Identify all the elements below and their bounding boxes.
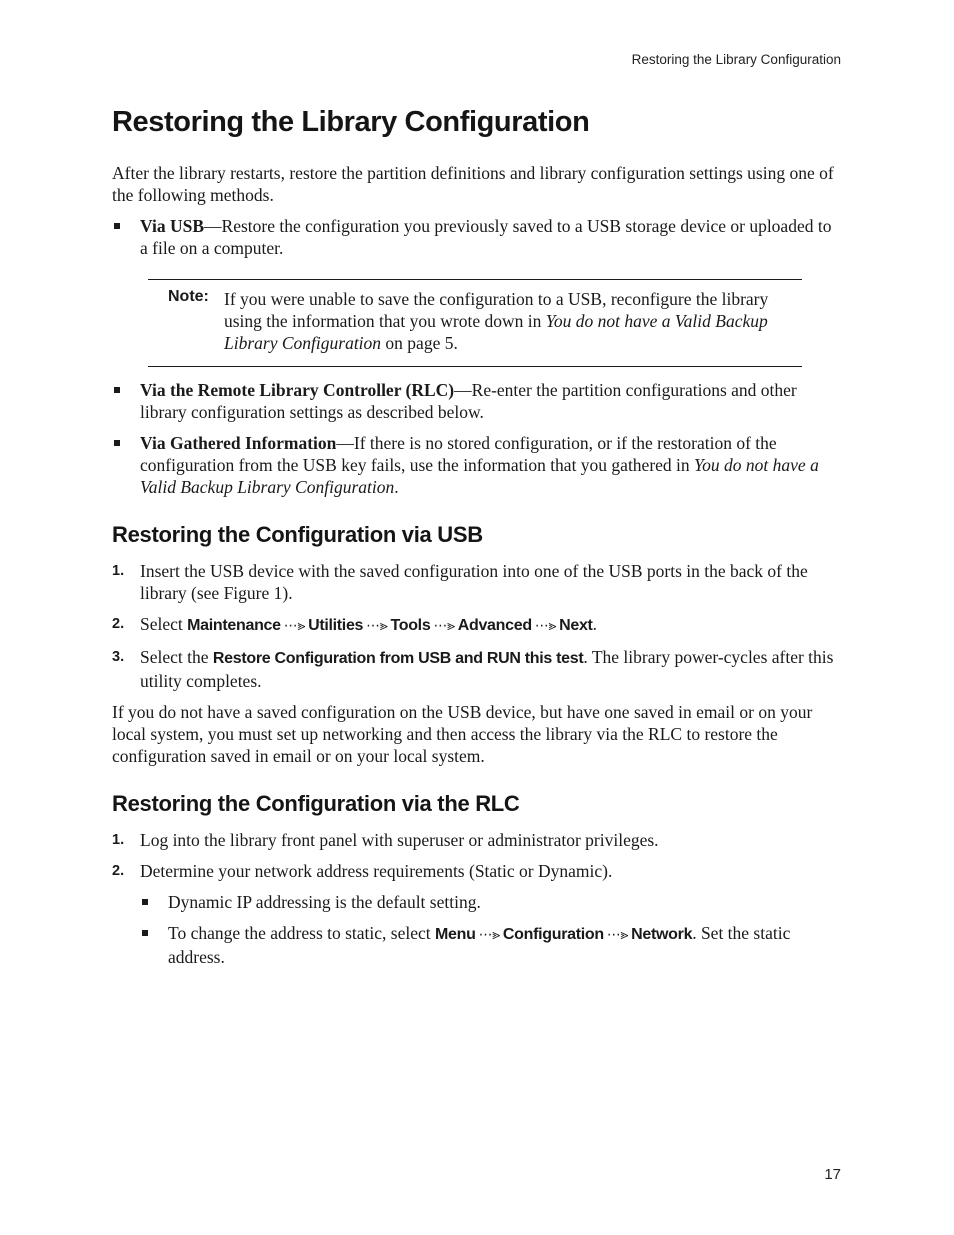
section-heading-usb: Restoring the Configuration via USB: [112, 522, 483, 547]
step-number: 3.: [112, 649, 125, 665]
menu-maintenance: Maintenance: [187, 617, 281, 634]
list-item: [140, 922, 840, 968]
menu-next: Next: [559, 617, 593, 634]
list-item: [140, 891, 840, 913]
note-box: [148, 279, 802, 367]
usb-steps: [112, 560, 840, 692]
rlc-steps: [112, 829, 840, 882]
dotted-arrow-icon: ⋯⪢: [283, 618, 306, 634]
menu-utilities: Utilities: [308, 617, 364, 634]
dotted-arrow-icon: ⋯⪢: [534, 618, 557, 634]
static-prefix: To change the address to static, select: [168, 923, 436, 943]
list-item: [112, 215, 840, 259]
running-header: Restoring the Library Configuration: [631, 52, 841, 67]
intro-paragraph: After the library restarts, restore the partition definitions and library configuration settings using one of the following methods.: [112, 163, 834, 205]
address-sub-list: [112, 891, 840, 968]
method-text-usb: —Restore the configuration you previously saved to a USB storage device or uploaded to a file on a computer.: [140, 216, 832, 258]
step-number: 2.: [112, 616, 125, 632]
step-suffix: . The library power-cycles after this utility completes.: [140, 647, 834, 691]
methods-list: [112, 215, 840, 259]
gathered-reference-link[interactable]: You do not have a Valid Backup Library Configuration: [140, 455, 819, 497]
step-number: 1.: [112, 563, 125, 579]
menu-configuration: Configuration: [502, 926, 604, 943]
gathered-end: .: [394, 477, 399, 497]
method-text-rlc: —Re-enter the partition configurations and other library configuration settings as described below.: [140, 380, 797, 422]
note-label: Note:: [168, 288, 209, 305]
square-bullet-icon: [142, 930, 148, 936]
page-content: [112, 100, 840, 968]
step-number: 1.: [112, 832, 125, 848]
square-bullet-icon: [114, 223, 120, 229]
square-bullet-icon: [114, 440, 120, 446]
static-suffix: . Set the static address.: [168, 923, 791, 967]
page-title: Restoring the Library Configuration: [112, 106, 590, 138]
step-number: 2.: [112, 863, 125, 879]
dynamic-ip-text: Dynamic IP addressing is the default setting.: [168, 892, 481, 912]
menu-tools: Tools: [390, 617, 431, 634]
method-term-usb: Via USB: [140, 216, 205, 236]
dotted-arrow-icon: ⋯⪢: [433, 618, 455, 634]
step-text: Insert the USB device with the saved configuration into one of the USB ports in the back of the library (see Figure 1).: [140, 561, 808, 603]
section-heading-rlc: Restoring the Configuration via the RLC: [112, 791, 520, 816]
step-item: [112, 560, 840, 604]
method-term-gathered: Via Gathered Information: [140, 433, 337, 453]
step-item: [112, 646, 840, 692]
ui-path-maintenance: [187, 617, 592, 634]
list-item: [112, 432, 840, 498]
dotted-arrow-icon: ⋯⪢: [606, 927, 629, 943]
method-text-gathered: —If there is no stored configuration, or if the restoration of the configuration from the USB key fails, use the information that you gathered in: [140, 433, 777, 475]
note-text-before: If you were unable to save the configuration to a USB, reconfigure the library using the information that you wrote down in: [224, 289, 769, 331]
step-text: Determine your network address requirements (Static or Dynamic).: [140, 861, 613, 881]
dotted-arrow-icon: ⋯⪢: [478, 927, 500, 943]
step-prefix: Select the: [140, 647, 213, 667]
square-bullet-icon: [142, 899, 148, 905]
square-bullet-icon: [114, 387, 120, 393]
list-item: [112, 379, 840, 423]
step-item: [112, 613, 840, 637]
menu-advanced: Advanced: [457, 617, 532, 634]
method-term-rlc: Via the Remote Library Controller (RLC): [140, 380, 455, 400]
step-item: [112, 860, 840, 882]
step-item: [112, 829, 840, 851]
menu-menu: Menu: [435, 926, 476, 943]
usb-followup-paragraph: If you do not have a saved configuration on the USB device, but have one saved in email or on your local system, you must set up networking and then access the library via the RLC to restore the configuration saved in email or on your local system.: [112, 702, 813, 766]
restore-usb-test-label: Restore Configuration from USB and RUN this test: [212, 650, 584, 667]
step-suffix: .: [592, 614, 597, 634]
note-text: [224, 288, 784, 354]
dotted-arrow-icon: ⋯⪢: [366, 618, 388, 634]
menu-network: Network: [631, 926, 693, 943]
note-text-after: on page 5.: [381, 333, 458, 353]
note-reference-link[interactable]: You do not have a Valid Backup Library Configuration: [224, 311, 768, 353]
page-number: 17: [824, 1166, 841, 1183]
step-prefix: Select: [140, 614, 188, 634]
step-text: Log into the library front panel with superuser or administrator privileges.: [140, 830, 659, 850]
ui-path-network: [435, 926, 692, 943]
methods-list-continued: [112, 379, 840, 498]
